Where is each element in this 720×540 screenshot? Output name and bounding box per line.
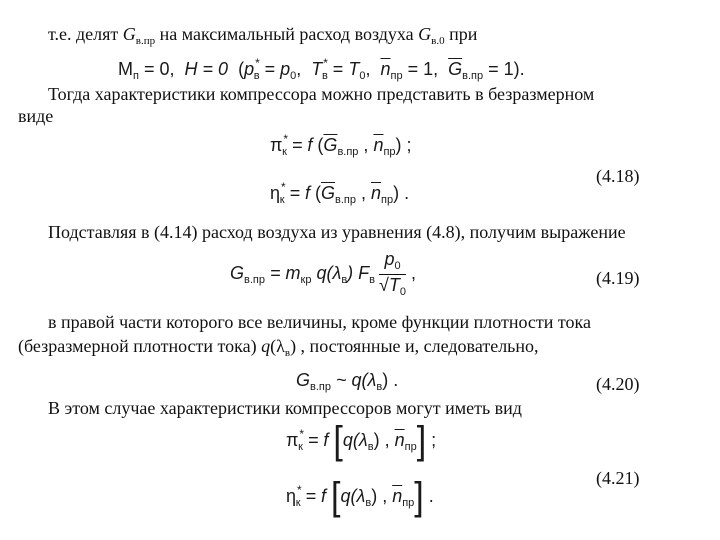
right-bracket: ] (414, 475, 424, 519)
symbol-g: $\overline{G}$ (321, 183, 336, 203)
text: (λ (270, 336, 285, 356)
text: , (296, 59, 302, 79)
text: . (399, 183, 410, 203)
subscript: к (295, 496, 301, 509)
paragraph-line-2 (18, 336, 539, 359)
formula-g-proportional (296, 370, 398, 393)
text: = f (300, 485, 332, 506)
text: q(λ (342, 429, 368, 450)
symbol-g: G (230, 262, 245, 283)
paragraph-line: виде (18, 106, 54, 126)
formula-eta-k-lambda (286, 475, 434, 519)
text: = 1 (402, 59, 434, 79)
text: на максимальный расход воздуха (155, 24, 419, 44)
symbol-p: p (244, 59, 255, 79)
subscript: пр (404, 440, 417, 453)
text: = m (265, 262, 301, 283)
subscript: в.пр (337, 146, 359, 158)
subscript: в (367, 440, 374, 453)
subscript: в (321, 70, 328, 82)
paragraph-line: Подставляя в (4.14) расход воздуха из уравнения (4.8), получим выражение (48, 222, 626, 242)
subscript: в.0 (431, 35, 445, 47)
subscript: 0 (399, 285, 407, 298)
symbol-p: p (384, 249, 395, 269)
symbol-pi: π (286, 429, 299, 450)
text: , (379, 429, 395, 450)
subscript: в.пр (135, 35, 156, 47)
symbol-g: G (418, 24, 432, 44)
paragraph-line: В этом случае характеристики компрессоров могут иметь вид (48, 398, 522, 418)
text: ) F (347, 262, 370, 283)
subscript: 0 (359, 70, 366, 82)
subscript: в.пр (310, 381, 331, 393)
subscript: пр (381, 194, 394, 206)
close-paren: ) (395, 135, 402, 155)
subscript: к (279, 194, 285, 206)
text: H = 0 (184, 59, 229, 79)
right-bracket: ] (416, 419, 427, 463)
symbol-p: p (280, 59, 291, 79)
subscript: в (376, 381, 383, 393)
subscript: кр (300, 273, 312, 286)
symbol-m: M (118, 59, 133, 79)
text: т.е. делят (48, 24, 123, 44)
asterisk: * (323, 56, 328, 70)
asterisk: * (281, 180, 286, 194)
text: ) . (382, 370, 399, 390)
subscript: в.пр (244, 273, 265, 286)
subscript: в.пр (335, 194, 357, 206)
text: ~ q(λ (331, 370, 377, 390)
subscript: в (369, 273, 376, 286)
subscript: п (133, 70, 139, 82)
text: , (377, 485, 393, 506)
formula-pi-k-lambda (286, 419, 437, 463)
text: , (406, 262, 417, 283)
equation-number: (4.20) (596, 374, 640, 394)
asterisk: * (299, 426, 305, 441)
subscript: к (298, 440, 303, 453)
text: , (365, 59, 371, 79)
asterisk: * (255, 56, 260, 70)
subscript: пр (383, 146, 396, 158)
subscript: пр (402, 496, 415, 509)
left-bracket: [ (333, 419, 343, 463)
close-paren: ) (393, 183, 400, 203)
left-bracket: [ (331, 475, 341, 519)
symbol-pi: π (270, 135, 283, 155)
open-paren: ( (317, 135, 324, 155)
text: q(λ (311, 262, 342, 283)
text: ) , постоянные и, следовательно, (290, 336, 539, 356)
subscript: к (282, 146, 287, 158)
text: ( (238, 59, 245, 79)
symbol-sqrt-t: √T (379, 274, 400, 295)
text: ; (426, 429, 437, 450)
open-paren: ( (315, 183, 322, 203)
subscript: в (253, 70, 260, 82)
text: при (444, 24, 478, 44)
symbol-n: $\overline{n}$ (380, 59, 391, 79)
asterisk: * (297, 482, 302, 497)
text: q(λ (340, 485, 366, 506)
symbol-eta: η (286, 485, 297, 506)
symbol-eta: η (270, 183, 281, 203)
symbol-n: $\overline{n}$ (371, 183, 382, 203)
formula-pi-k (270, 132, 412, 158)
symbol-n: $\overline{n}$ (394, 429, 405, 450)
text: = (259, 59, 281, 79)
text: = 1). (483, 59, 525, 79)
symbol-t: T (348, 59, 360, 79)
equation-number: (4.21) (596, 468, 640, 488)
paragraph-line: Тогда характеристики компрессора можно представить в безразмерном (48, 84, 595, 104)
text: = f (302, 429, 334, 450)
subscript: в (284, 347, 291, 359)
symbol-g: $\overline{G}$ (323, 135, 338, 155)
symbol-g: G (296, 370, 311, 390)
subscript: пр (390, 70, 403, 82)
symbol-t: T (311, 59, 323, 79)
text: , (356, 183, 372, 203)
text: , (358, 135, 374, 155)
symbol-g: $\overline{G}$ (448, 59, 463, 79)
subscript: 0 (290, 70, 297, 82)
denominator (379, 275, 406, 299)
text: = f (284, 183, 316, 203)
subscript: в (365, 496, 372, 509)
text: , (433, 59, 439, 79)
subscript: в.пр (462, 70, 484, 82)
text: . (423, 485, 434, 506)
text: = 0, (138, 59, 175, 79)
text: ; (401, 135, 412, 155)
symbol-n: $\overline{n}$ (373, 135, 384, 155)
conditions-formula (118, 56, 525, 82)
asterisk: * (283, 132, 289, 146)
subscript: в (341, 273, 348, 286)
text: ) (371, 485, 378, 506)
paragraph-line: в правой части которого все величины, кроме функции плотности тока (48, 312, 591, 332)
subscript: 0 (394, 260, 401, 272)
numerator (379, 250, 406, 275)
symbol-q: q (261, 336, 271, 356)
paragraph-intro (48, 24, 477, 47)
formula-g-vpr (230, 250, 416, 298)
symbol-g: G (122, 24, 136, 44)
text: = f (286, 135, 318, 155)
formula-eta-k (270, 180, 409, 206)
fraction (379, 250, 406, 298)
equation-number: (4.19) (596, 268, 640, 288)
symbol-n: $\overline{n}$ (392, 485, 403, 506)
equation-number: (4.18) (596, 166, 640, 186)
text: = (327, 59, 349, 79)
text: (безразмерной плотности тока) (18, 336, 262, 356)
text: ) (373, 429, 380, 450)
